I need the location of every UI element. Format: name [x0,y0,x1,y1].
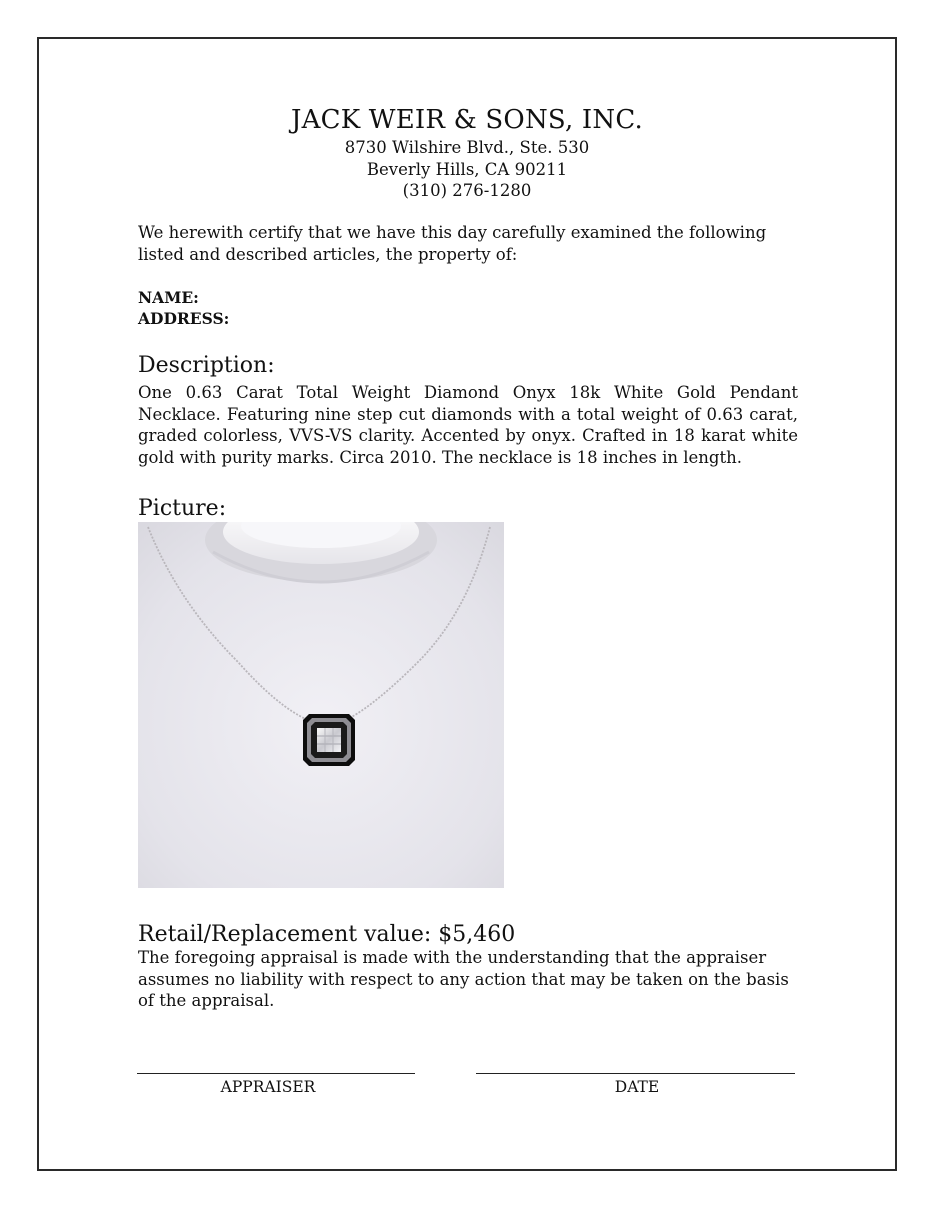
appraiser-signature-line [137,1073,415,1074]
company-address-line-2: Beverly Hills, CA 90211 [366,160,568,179]
company-name: JACK WEIR & SONS, INC. [291,105,643,135]
retail-value-heading: Retail/Replacement value: $5,460 [138,922,516,947]
pendant-necklace-photo [138,522,504,888]
description-body: One 0.63 Carat Total Weight Diamond Onyx 18k White Gold Pendant Necklace. Featuring nine step cut diamonds with a total weight of 0.63 carat, graded colorless, VVS-VS clarity. Accented by onyx. Crafted in 18 karat white gold with purity marks. Circa 2010. The necklace is 18 inches in length. [138,383,798,467]
owner-name-label: NAME: [138,288,199,307]
appraisal-disclaimer: The foregoing appraisal is made with the understanding that the appraiser assumes no liability with respect to any action that may be taken on the basis of the appraisal. [138,948,789,1010]
description-heading: Description: [138,353,275,378]
owner-address-label: ADDRESS: [138,309,230,328]
company-address-line-1: 8730 Wilshire Blvd., Ste. 530 [344,138,590,157]
date-signature-line [476,1073,795,1074]
picture-heading: Picture: [138,496,227,521]
company-phone: (310) 276-1280 [402,181,532,200]
date-label: DATE [614,1078,660,1096]
certification-text: We herewith certify that we have this day carefully examined the following listed and described articles, the property of: [138,223,767,264]
appraiser-label: APPRAISER [220,1078,316,1096]
